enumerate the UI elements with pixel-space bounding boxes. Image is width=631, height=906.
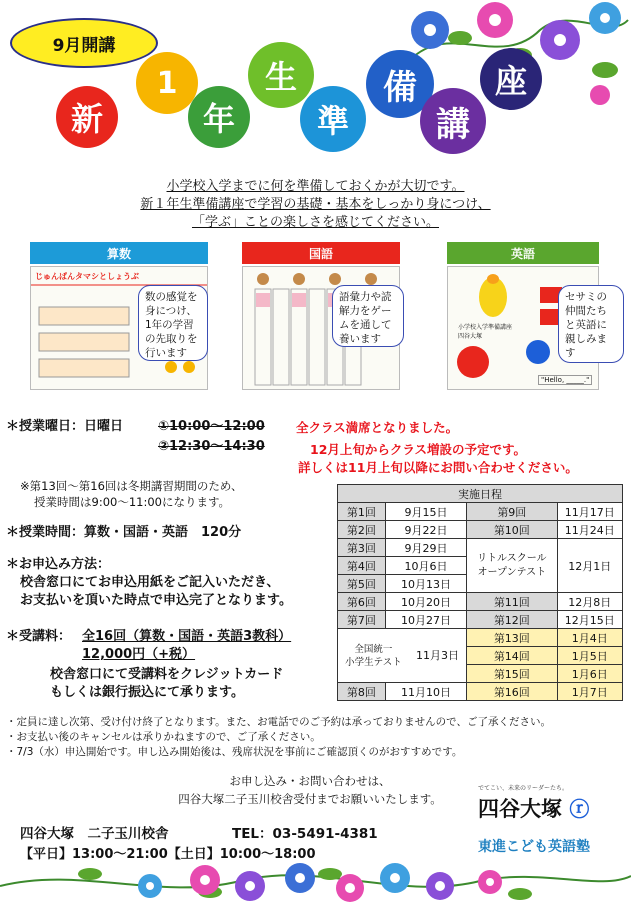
- logo-mark: ⓡ: [569, 797, 590, 821]
- title-char-bubble: 生: [248, 42, 314, 108]
- expansion-notice: 12月上旬からクラス増設の予定です。: [310, 442, 527, 457]
- contact-line: お申し込み・お問い合わせは、: [229, 774, 391, 788]
- table-row: [338, 593, 623, 611]
- note-line: ・定員に達し次第、受け付け終了となります。また、お電話でのご予約は承っておりませんので、ご了承ください。: [6, 716, 551, 728]
- fee-price: 12,000円（+税）: [82, 647, 196, 662]
- session-no: 第1回: [338, 503, 386, 521]
- time-slot-2: ②12:30～14:30: [158, 439, 265, 454]
- subject-header-english: [447, 242, 599, 264]
- callout-line: 身につけ、: [145, 305, 197, 317]
- title-char-bubble: 座: [480, 48, 542, 110]
- table-header: 実施日程: [338, 485, 623, 503]
- winter-note: [20, 478, 242, 510]
- table-row: [338, 611, 623, 629]
- title-char-bubble: 1: [136, 52, 198, 114]
- title-char-bubble: 備: [366, 50, 434, 118]
- title-char-bubble: 講: [420, 88, 486, 154]
- time-slot-1: ①10:00～12:00: [158, 419, 265, 434]
- subject-label: 英語: [510, 246, 535, 261]
- subject-header-math: [30, 242, 208, 264]
- session-no: 第10回: [467, 521, 557, 539]
- session-no: 第5回: [338, 575, 386, 593]
- unified-test-cell: [338, 629, 467, 683]
- session-date: 11月10日: [385, 683, 466, 701]
- intro-line: 「学ぶ」ことの楽しさを感じてください。: [191, 215, 439, 230]
- subject-label: 算数: [106, 246, 131, 261]
- opening-month-badge: [10, 18, 158, 68]
- fee-heading: ＊受講料：: [6, 629, 72, 644]
- sample-line: 小学校入学準備講座: [458, 324, 513, 331]
- contact-message: [160, 772, 460, 808]
- table-row: [338, 683, 623, 701]
- class-day: ＊授業曜日：日曜日: [6, 419, 124, 434]
- badge-text: 9月開講: [52, 35, 116, 56]
- yotsuya-otsuka-logo: [478, 793, 589, 823]
- callout-line: 語彙力や読: [339, 291, 392, 303]
- session-no: 第9回: [467, 503, 557, 521]
- callout-line: 行います: [145, 347, 187, 359]
- fee-line-1: 全16回（算数・国語・英語3教科）: [82, 629, 292, 644]
- callout-line: 仲間たち: [565, 305, 607, 317]
- note-line: ・お支払い後のキャンセルは承りかねますので、ご了承ください。: [6, 731, 321, 743]
- session-date: 1月5日: [557, 647, 622, 665]
- open-test-date: 12月1日: [557, 539, 622, 593]
- apply-heading: ＊お申込み方法：: [6, 557, 111, 572]
- open-test-line: リトルスクール: [477, 552, 547, 564]
- session-no: 第12回: [467, 611, 557, 629]
- fee-line-3: 校舎窓口にて受講料をクレジットカード: [50, 667, 284, 682]
- phone-number: TEL：03-5491-4381: [232, 826, 378, 842]
- apply-line-2: お支払いを頂いた時点で申込完了となります。: [20, 593, 292, 608]
- subject-label: 国語: [308, 246, 333, 261]
- callout-line: 親しみま: [565, 333, 607, 345]
- schedule-table: [337, 484, 623, 701]
- speech-bubble: "Hello, _____.": [538, 375, 592, 385]
- table-row: [338, 521, 623, 539]
- session-no: 第13回: [467, 629, 557, 647]
- intro-line: 小学校入学までに何を準備しておくかが大切です。: [166, 179, 465, 194]
- english-school-logo: 東進こども英語塾: [478, 839, 590, 855]
- math-sample-title: じゅんばんタマシとしょうぶ: [35, 272, 139, 281]
- math-callout: [138, 285, 208, 361]
- session-date: 10月20日: [385, 593, 466, 611]
- session-date: 9月29日: [385, 539, 466, 557]
- morning-glory-decoration-bottom: [0, 856, 631, 906]
- full-notice: 全クラス満席となりました。: [296, 420, 459, 435]
- japanese-callout: [332, 285, 404, 347]
- winter-note-line: ※第13回～第16回は冬期講習期間のため、: [20, 479, 243, 493]
- callout-line: の先取りを: [145, 333, 198, 345]
- session-no: 第11回: [467, 593, 557, 611]
- session-no: 第16回: [467, 683, 557, 701]
- unified-test-line: 全国統一: [354, 643, 393, 655]
- open-test-label: [467, 539, 557, 593]
- title-char-bubble: 年: [188, 86, 250, 148]
- session-no: 第6回: [338, 593, 386, 611]
- callout-line: 解力をゲー: [339, 305, 392, 317]
- callout-line: 1年の学習: [145, 319, 194, 331]
- table-row: [338, 539, 623, 557]
- fee-line-4: もしくは銀行振込にて承ります。: [50, 685, 244, 700]
- intro-text: [0, 178, 631, 232]
- callout-line: ムを通して: [339, 319, 392, 331]
- callout-line: 養います: [339, 333, 381, 345]
- office-hours: 【平日】13:00～21:00【土日】10:00～18:00: [20, 847, 316, 862]
- session-date: 11月17日: [557, 503, 622, 521]
- logo-text: 四谷大塚: [478, 797, 562, 821]
- session-date: 9月22日: [385, 521, 466, 539]
- table-row: [338, 629, 623, 647]
- session-date: 10月6日: [385, 557, 466, 575]
- subject-header-japanese: [242, 242, 400, 264]
- sample-line: 四谷大塚: [458, 333, 483, 340]
- apply-line-1: 校舎窓口にてお申込用紙をご記入いただき、: [20, 575, 280, 590]
- session-date: 12月15日: [557, 611, 622, 629]
- session-no: 第8回: [338, 683, 386, 701]
- session-date: 10月27日: [385, 611, 466, 629]
- session-no: 第3回: [338, 539, 386, 557]
- session-date: 11月24日: [557, 521, 622, 539]
- session-date: 9月15日: [385, 503, 466, 521]
- session-no: 第15回: [467, 665, 557, 683]
- session-no: 第2回: [338, 521, 386, 539]
- title-char-bubble: 準: [300, 86, 366, 152]
- callout-line: 数の感覚を: [145, 291, 198, 303]
- unified-test-line: 小学生テスト: [345, 656, 402, 668]
- intro-line: 新１年生準備講座で学習の基礎・基本をしっかり身につけ、: [140, 197, 491, 212]
- logo-tagline: でてこい、未来のリーダーたち。: [478, 785, 569, 792]
- english-sample-text: [458, 323, 512, 341]
- session-date: 10月13日: [385, 575, 466, 593]
- contact-line: 四谷大塚二子玉川校舎受付までお願いいたします。: [178, 792, 442, 806]
- title-char-bubble: 新: [56, 86, 118, 148]
- session-no: 第14回: [467, 647, 557, 665]
- open-test-line: オープンテスト: [477, 566, 547, 578]
- class-duration: ＊授業時間：算数・国語・英語 120分: [6, 525, 242, 540]
- notes: [6, 715, 551, 760]
- winter-note-line: 授業時間は9:00～11:00になります。: [34, 495, 231, 509]
- callout-line: と英語に: [565, 319, 607, 331]
- callout-line: す: [565, 347, 576, 359]
- note-line: ・7/3（水）申込開始です。申し込み開始後は、残席状況を事前にご確認頂くのがおすすめです。: [6, 746, 463, 758]
- session-no: 第7回: [338, 611, 386, 629]
- session-date: 1月6日: [557, 665, 622, 683]
- english-callout: [558, 285, 624, 363]
- session-date: 1月4日: [557, 629, 622, 647]
- session-date: 12月8日: [557, 593, 622, 611]
- inquiry-notice: 詳しくは11月上旬以降にお問い合わせください。: [298, 460, 578, 475]
- session-no: 第4回: [338, 557, 386, 575]
- callout-line: セサミの: [565, 291, 607, 303]
- unified-test-date: 11月3日: [415, 649, 459, 662]
- school-name: 四谷大塚 二子玉川校舎: [20, 826, 169, 842]
- session-date: 1月7日: [557, 683, 622, 701]
- table-row: [338, 503, 623, 521]
